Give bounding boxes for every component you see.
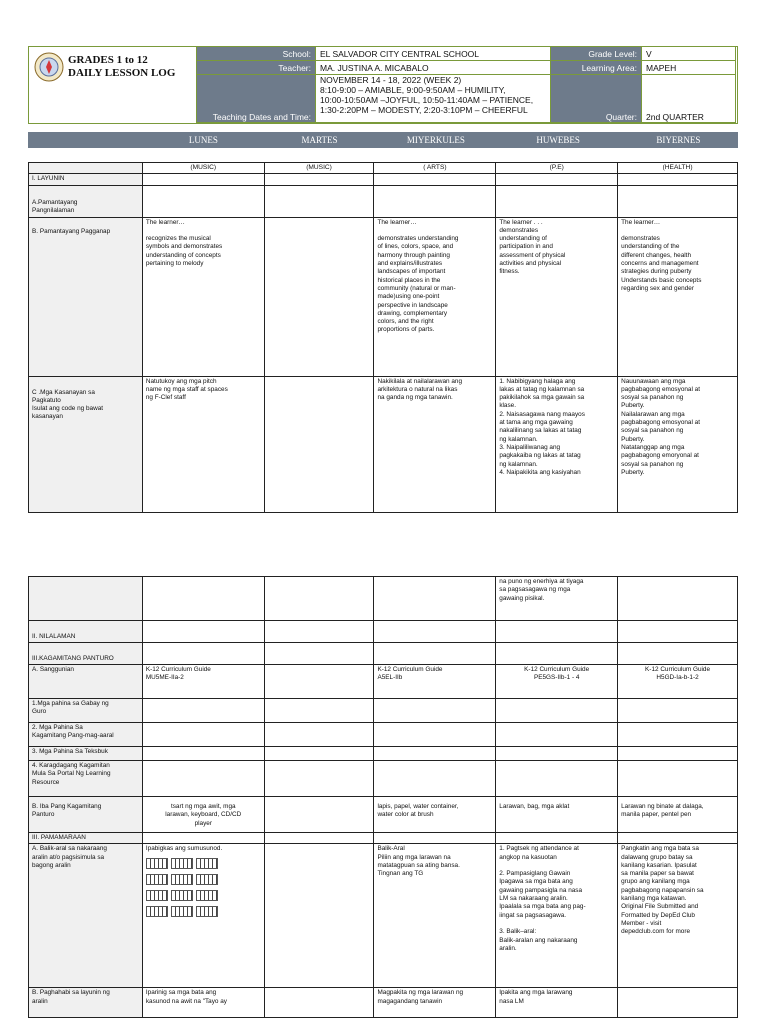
row-iba-fri: Larawan ng binate at dalaga, manila paper, pentel pen xyxy=(618,797,738,833)
grade-label: Grade Level: xyxy=(551,47,642,61)
rhythm-measure xyxy=(196,890,218,901)
rhythm-measure xyxy=(171,874,193,885)
day-miyerkules: MIYERKULES xyxy=(375,133,497,148)
dates-value: NOVEMBER 14 - 18, 2022 (WEEK 2) 8:10-9:00 – AMIABLE, 9:00-9:50AM – HUMILITY, 10:00-10:50AM –JOYFUL, 10:50-11:40AM – PATIENCE, 1:30-2:20PM – MODESTY, 2:20-3:10PM – CHEERFUL xyxy=(316,75,551,123)
days-bar-blank xyxy=(29,133,143,148)
row-a-label: A.Pamantayang Pangnilalaman xyxy=(29,185,143,217)
teacher-value: MA. JUSTINA A. MICABALO xyxy=(316,61,551,75)
row-pamamaraan-label: III. PAMAMARAAN xyxy=(29,833,143,844)
rhythm-measure xyxy=(196,874,218,885)
row-iba-wed: lapis, papel, water container, water color at brush xyxy=(374,797,496,833)
row-paghahabi-thu: Ipakita ang mga larawang nasa LM xyxy=(496,988,618,1018)
row-r2-label: 2. Mga Pahina Sa Kagamitang Pang-mag-aaral xyxy=(29,723,143,747)
row-r4-label: 4. Karagdagang Kagamitan Mula Sa Portal Ng Learning Resource xyxy=(29,761,143,797)
header-info-table xyxy=(196,46,736,123)
lesson-table-1 xyxy=(28,162,738,513)
row-sanggunian-label: A. Sanggunian xyxy=(29,665,143,699)
day-biyernes: BIYERNES xyxy=(619,133,737,148)
school-value: EL SALVADOR CITY CENTRAL SCHOOL xyxy=(316,47,551,61)
rhythm-measure xyxy=(196,906,218,917)
rhythm-measure xyxy=(146,906,168,917)
day-martes: MARTES xyxy=(264,133,374,148)
school-label: School: xyxy=(197,47,316,61)
grade-value: V xyxy=(642,47,736,61)
deped-seal-icon xyxy=(34,52,64,82)
row-sanggunian-thu: K-12 Curriculum Guide PE5GS-IIb-1 - 4 xyxy=(496,665,618,699)
row-sanggunian-fri: K-12 Curriculum Guide H5GD-Ia-b-1-2 xyxy=(618,665,738,699)
row-paghahabi-label: B. Paghahabi sa layunin ng aralin xyxy=(29,988,143,1018)
row-r3-label: 3. Mga Pahina Sa Teksbuk xyxy=(29,747,143,761)
rhythm-measure xyxy=(146,858,168,869)
row-sanggunian-wed: K-12 Curriculum Guide A5EL-IIb xyxy=(374,665,496,699)
dates-label: Teaching Dates and Time: xyxy=(197,75,316,123)
days-bar xyxy=(28,132,738,148)
row-kagamitan-label: III.KAGAMITANG PANTURO xyxy=(29,643,143,665)
subject-wed: ( ARTS) xyxy=(374,163,496,174)
row-c-wed: Nakikilala at nailalarawan ang arkitektura o natural na likas na ganda ng mga tanawin. xyxy=(374,376,496,512)
row-c-thu: 1. Nabibigyang halaga ang lakas at tatag ng kalamnan sa pakikilahok sa mga gawain sa klase. 2. Naisasagawa nang maayos at tama ang mga gawaing nakalilinang sa lakas at tatag ng kalamnan. 3. Naipaliliwanag ang pagkakaiba ng lakas at tatag ng kalamnan. 4. Naipakikita ang kasiyahan xyxy=(496,376,618,512)
rhythm-measure xyxy=(196,858,218,869)
row-cont-thu: na puno ng enerhiya at tiyaga sa pagsasagawa ng mga gawaing pisikal. xyxy=(496,577,618,621)
row-c-label: C .Mga Kasanayan sa Pagkatuto Isulat ang code ng bawat kasanayan xyxy=(29,376,143,512)
row-paghahabi-mon: Iparinig sa mga bata ang kasunod na awit na "Tayo ay xyxy=(142,988,264,1018)
subject-fri: (HEALTH) xyxy=(618,163,738,174)
row-c-fri: Nauunawaan ang mga pagbabagong emosyonal at sosyal sa panahon ng Puberty. Nailalarawan ang mga pagbabagong emosyonal at sosyal sa panahon ng Puberty. Natatanggap ang mga pagbabagong emoryonal at sosyal sa panahon ng Puberty. xyxy=(618,376,738,512)
rhythm-measure xyxy=(146,874,168,885)
day-lunes: LUNES xyxy=(142,133,264,148)
row-b-fri: The learner… demonstrates understanding of the different changes, health concerns and management strategies during puberty Understands basic concepts regarding sex and gender xyxy=(618,217,738,376)
row-b-wed: The learner… demonstrates understanding of lines, colors, space, and harmony through painting and explains/illustrates landscapes of important historical places in the community (natural or man- made)using one-point perspective in landscape drawing, complementary colors, and the right proportions of parts. xyxy=(374,217,496,376)
row-sanggunian-mon: K-12 Curriculum Guide MU5ME-IIa-2 xyxy=(142,665,264,699)
row-b-label: B. Pamantayang Pagganap xyxy=(29,217,143,376)
row-c-mon: Natutukoy ang mga pitch name ng mga staff at spaces ng F-Clef staff xyxy=(142,376,264,512)
area-value: MAPEH xyxy=(642,61,736,75)
row-balik-wed: Balik-Aral Piliin ang mga larawan na matatagpuan sa ating bansa. Tingnan ang TG xyxy=(374,844,496,988)
subject-thu: (P.E) xyxy=(496,163,618,174)
row-balik-fri: Pangkatin ang mga bata sa dalawang grupo batay sa kanilang kasarian. Ipasulat sa manila paper sa bawat grupo ang kanilang mga pagbabagong napapansin sa kanilang mga katawan. Original File Submitted and Formatted by DepEd Club Member - visit depedclub.com for more xyxy=(618,844,738,988)
title-line1: GRADES 1 to 12 xyxy=(68,54,148,66)
row-iba-mon: tsart ng mga awit, mga larawan, keyboard, CD/CD player xyxy=(142,797,264,833)
row-balik-mon xyxy=(142,844,264,988)
row-b-mon: The learner… recognizes the musical symbols and demonstrates understanding of concepts pertaining to melody xyxy=(142,217,264,376)
subject-blank xyxy=(29,163,143,174)
row-layunin-label: I. LAYUNIN xyxy=(29,174,143,185)
row-balik-mon-text: Ipabigkas ang sumusunod. xyxy=(145,845,223,853)
title-line2: DAILY LESSON LOG xyxy=(68,67,176,79)
subject-tue: (MUSIC) xyxy=(264,163,374,174)
rhythm-measure xyxy=(146,890,168,901)
lesson-table-2 xyxy=(28,576,738,1018)
row-balik-thu: 1. Pagtsek ng attendance at angkop na kasuotan 2. Pampasiglang Gawain Ipagawa sa mga bata ang gawaing pampasigla na nasa LM sa nakaraang aralin. Ipaalala sa mga bata ang pag- iingat sa pagsasagawa. 3. Balik–aral: Balik-aralan ang nakaraang aralin. xyxy=(496,844,618,988)
row-r1-label: 1.Mga pahina sa Gabay ng Guro xyxy=(29,699,143,723)
row-balik-label: A. Balik-aral sa nakaraang aralin at/o pagsisimula sa bagong aralin xyxy=(29,844,143,988)
day-huwebes: HUWEBES xyxy=(497,133,619,148)
row-iba-thu: Larawan, bag, mga aklat xyxy=(496,797,618,833)
row-paghahabi-wed: Magpakita ng mga larawan ng magagandang tanawin xyxy=(374,988,496,1018)
rhythm-chart xyxy=(146,858,261,922)
teacher-label: Teacher: xyxy=(197,61,316,75)
subject-mon: (MUSIC) xyxy=(142,163,264,174)
row-iba-label: B. Iba Pang Kagamitang Panturo xyxy=(29,797,143,833)
quarter-value: 2nd QUARTER xyxy=(642,75,736,123)
area-label: Learning Area: xyxy=(551,61,642,75)
row-nilalaman-label: II. NILALAMAN xyxy=(29,621,143,643)
quarter-label: Quarter: xyxy=(551,75,642,123)
rhythm-measure xyxy=(171,890,193,901)
page-title xyxy=(68,54,175,80)
row-b-thu: The learner . . . demonstrates understanding of participation in and assessment of physical activities and physical fitness. xyxy=(496,217,618,376)
rhythm-measure xyxy=(171,906,193,917)
rhythm-measure xyxy=(171,858,193,869)
